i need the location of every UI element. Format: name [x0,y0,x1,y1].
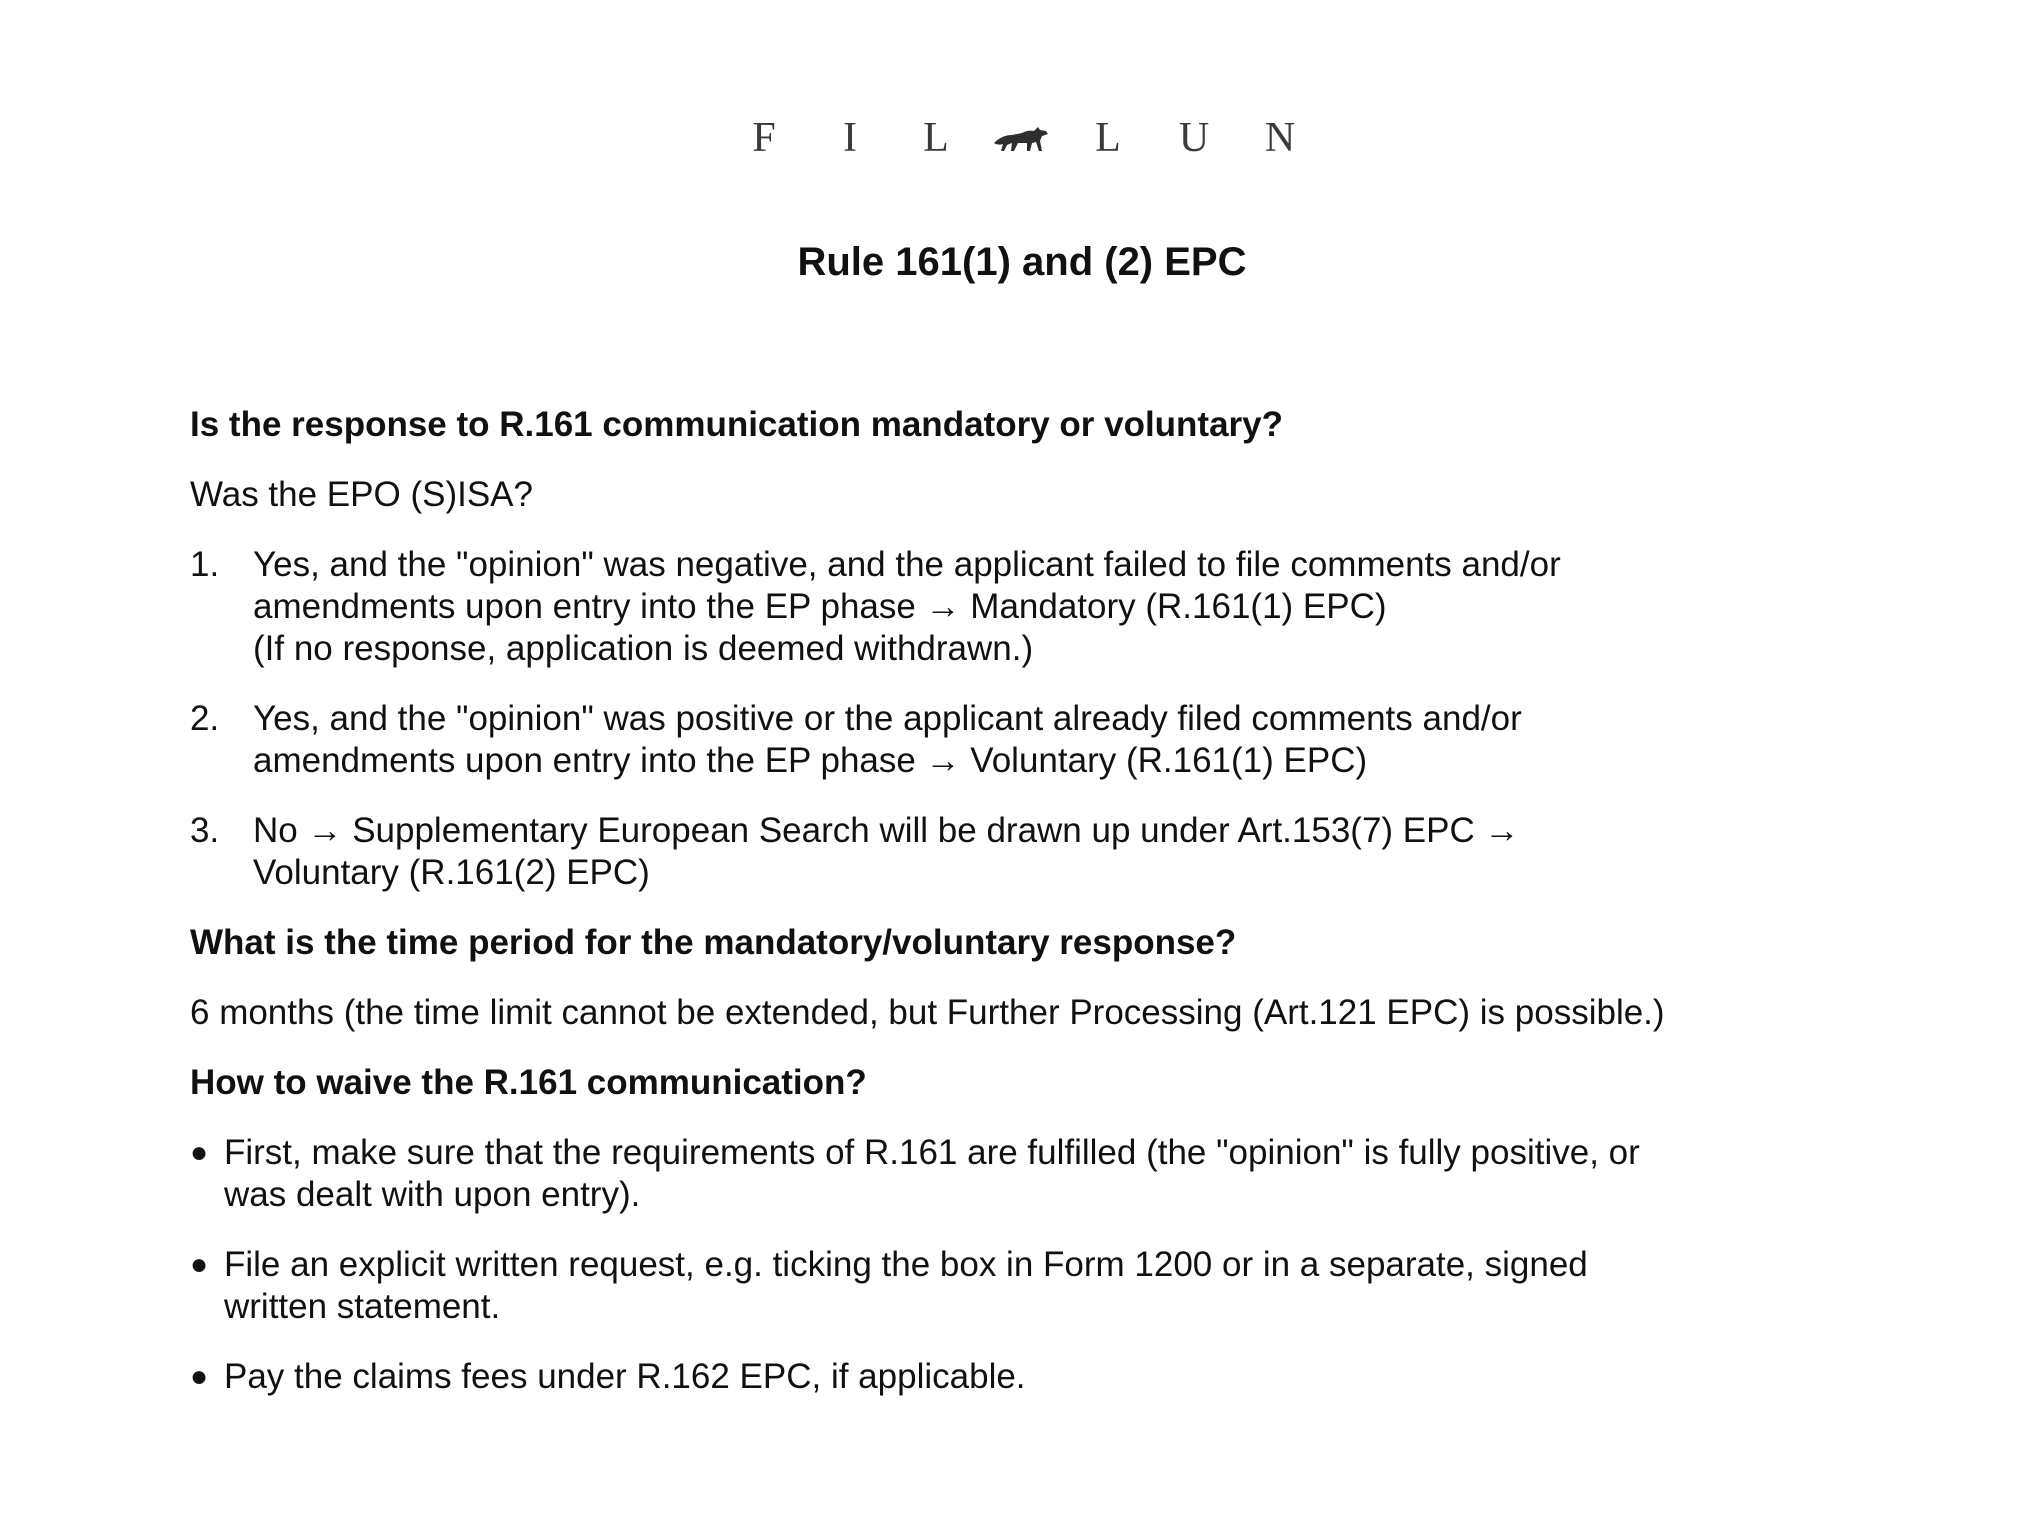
item-line: Yes, and the "opinion" was positive or the applicant already filed comments and/or [253,699,1522,738]
numbered-item-3 [190,810,1890,894]
bullet-line: Pay the claims fees under R.162 EPC, if applicable. [224,1357,1026,1396]
bullet-item-1 [190,1132,1890,1216]
bullet-line: written statement. [224,1287,501,1326]
bullet-line: First, make sure that the requirements of R.161 are fulfilled (the "opinion" is fully positive, or [224,1133,1640,1172]
fox-logo-icon [979,118,1065,158]
logo-letter-l: L [923,115,949,161]
bullet-icon: ● [190,1360,209,1393]
logo-letter-l2: L [1095,115,1121,161]
item-number: 1. [190,545,220,584]
bullet-icon: ● [190,1248,209,1281]
page-title: Rule 161(1) and (2) EPC [797,240,1247,284]
item-text [253,810,1890,894]
logo-letter-u: U [1178,115,1210,161]
item-line: Voluntary (R.161(2) EPC) [253,853,650,892]
document-body [190,404,1890,1426]
item-text [253,698,1890,782]
answer-time-period: 6 months (the time limit cannot be extended, but Further Processing (Art.121 EPC) is possible.) [190,993,1665,1032]
item-number: 3. [190,811,220,850]
logo-letter-n: N [1264,115,1296,161]
question-time-period: What is the time period for the mandatory/voluntary response? [190,923,1237,962]
numbered-item-2 [190,698,1890,782]
bullet-text [224,1132,1890,1216]
item-line: (If no response, application is deemed withdrawn.) [253,629,1034,668]
filun-logo [0,108,2044,168]
item-text [253,544,1890,670]
logo-letter-i: I [843,115,857,161]
bullet-item-3 [190,1356,1890,1398]
item-line: Yes, and the "opinion" was negative, and the applicant failed to file comments and/or [253,545,1561,584]
numbered-item-1 [190,544,1890,670]
question-epo-sisa: Was the EPO (S)ISA? [190,475,533,514]
logo-letter-f: F [752,115,776,161]
bullet-line: File an explicit written request, e.g. ticking the box in Form 1200 or in a separate, signed [224,1245,1588,1284]
bullet-icon: ● [190,1136,209,1169]
bullet-text [224,1356,1890,1398]
question-mandatory-voluntary: Is the response to R.161 communication mandatory or voluntary? [190,405,1284,444]
item-number: 2. [190,699,220,738]
item-line: amendments upon entry into the EP phase → Mandatory (R.161(1) EPC) [253,587,1387,626]
bullet-line: was dealt with upon entry). [224,1175,641,1214]
bullet-item-2 [190,1244,1890,1328]
item-line: No → Supplementary European Search will be drawn up under Art.153(7) EPC → [253,811,1520,850]
question-waive: How to waive the R.161 communication? [190,1063,867,1102]
item-line: amendments upon entry into the EP phase → Voluntary (R.161(1) EPC) [253,741,1368,780]
bullet-text [224,1244,1890,1328]
